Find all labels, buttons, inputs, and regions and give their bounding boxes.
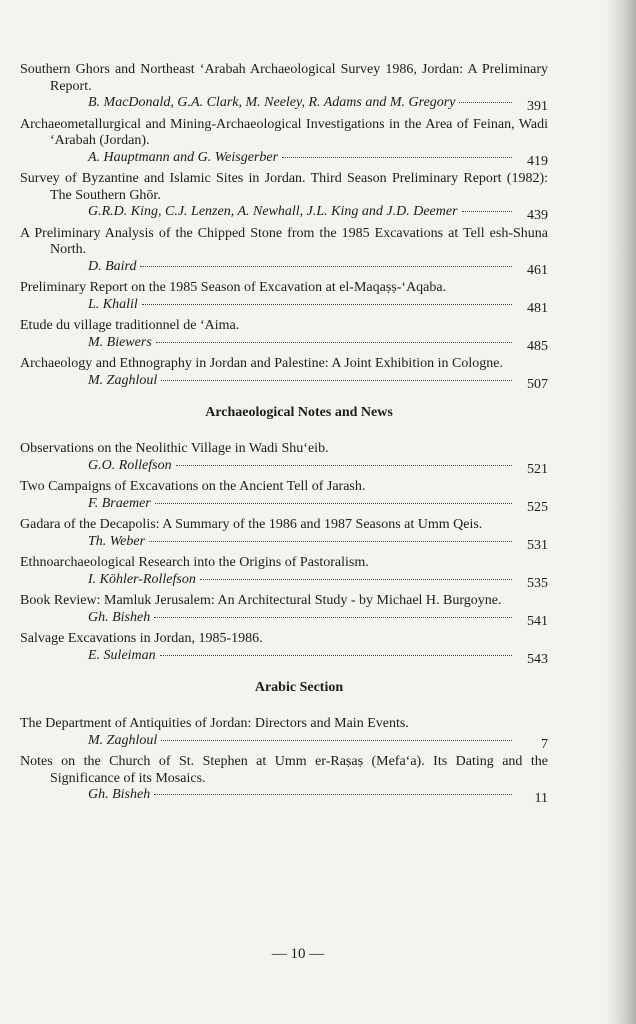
dot-leader — [282, 156, 512, 158]
entry-author-line — [20, 733, 548, 750]
dot-leader — [140, 265, 512, 267]
toc-entry — [20, 62, 548, 112]
entry-author-line — [20, 787, 548, 804]
dot-leader — [459, 101, 512, 103]
entry-page-number: 525 — [527, 499, 548, 515]
dot-leader — [154, 616, 512, 618]
entry-title: Two Campaigns of Excavations on the Ancient Tell of Jarash. — [20, 479, 366, 494]
section-heading: Archaeological Notes and News — [205, 405, 393, 420]
entry-page-number: 419 — [527, 153, 548, 169]
dot-leader — [462, 210, 512, 212]
entry-title: Etude du village traditionnel de ‘Aima. — [20, 318, 240, 333]
toc-entry — [20, 441, 548, 477]
toc-entry — [20, 716, 548, 752]
entry-title: Ethnoarchaeological Research into the Origins of Pastoralism. — [20, 555, 369, 570]
toc-entry — [20, 280, 548, 316]
entry-page-number: 507 — [527, 376, 548, 392]
entry-authors: B. MacDonald, G.A. Clark, M. Neeley, R. Adams and M. Gregory — [88, 95, 456, 110]
toc-entry — [20, 171, 548, 221]
entry-title: Preliminary Report on the 1985 Season of Excavation at el-Maqaṣṣ-‘Aqaba. — [20, 280, 447, 295]
entry-page-number: 391 — [527, 99, 548, 114]
entry-author-line — [20, 150, 548, 167]
entry-authors: M. Zaghloul — [88, 372, 158, 388]
entry-authors: Th. Weber — [88, 533, 146, 549]
entry-authors: D. Baird — [88, 258, 137, 274]
dot-leader — [149, 540, 512, 542]
entry-authors: G.R.D. King, C.J. Lenzen, A. Newhall, J.L. King and J.D. Deemer — [88, 204, 458, 219]
entry-page-number: 11 — [534, 791, 548, 806]
table-of-contents — [20, 62, 548, 809]
entry-page-number: 541 — [527, 613, 548, 629]
dot-leader — [160, 654, 512, 656]
entry-page-number: 481 — [527, 300, 548, 316]
entry-authors: I. Köhler-Rollefson — [88, 571, 196, 587]
dot-leader — [155, 502, 512, 504]
entry-page-number: 439 — [527, 208, 548, 223]
entry-title: Gadara of the Decapolis: A Summary of the 1986 and 1987 Seasons at Umm Qeis. — [20, 517, 483, 532]
toc-entry — [20, 117, 548, 167]
entry-title: Southern Ghors and Northeast ‘Arabah Archaeological Survey 1986, Jordan: A Preliminary Report. — [20, 62, 548, 94]
entry-title: Survey of Byzantine and Islamic Sites in Jordan. Third Season Preliminary Report (1982): The Southern Ghōr. — [20, 171, 548, 203]
entry-author-line — [20, 458, 548, 475]
entry-page-number: 485 — [527, 338, 548, 354]
toc-entry — [20, 593, 548, 629]
toc-entry — [20, 356, 548, 392]
entry-authors: Gh. Bisheh — [88, 609, 151, 625]
entry-author-line — [20, 373, 548, 390]
entry-author-line — [20, 534, 548, 551]
toc-entry — [20, 318, 548, 354]
entry-title: A Preliminary Analysis of the Chipped Stone from the 1985 Excavations at Tell esh-Shuna North. — [20, 225, 548, 257]
entry-authors: M. Biewers — [88, 334, 152, 350]
entry-author-line — [20, 496, 548, 513]
entry-title: Salvage Excavations in Jordan, 1985-1986. — [20, 631, 263, 646]
dot-leader — [142, 303, 512, 305]
entry-author-line — [20, 648, 548, 665]
entry-page-number: 461 — [527, 262, 548, 278]
entry-author-line — [20, 95, 548, 112]
entry-authors: E. Suleiman — [88, 647, 156, 663]
entry-authors: A. Hauptmann and G. Weisgerber — [88, 149, 279, 165]
dot-leader — [154, 793, 512, 795]
entry-author-line — [20, 335, 548, 352]
entry-author-line — [20, 610, 548, 627]
entry-title: Archaeometallurgical and Mining-Archaeological Investigations in the Area of Feinan, Wadi ‘Arabah (Jordan). — [20, 116, 548, 148]
dot-leader — [156, 341, 512, 343]
entry-title: Archaeology and Ethnography in Jordan and Palestine: A Joint Exhibition in Cologne. — [20, 356, 503, 371]
dot-leader — [161, 739, 512, 741]
entry-title: Book Review: Mamluk Jerusalem: An Architectural Study - by Michael H. Burgoyne. — [20, 593, 502, 608]
toc-entry — [20, 555, 548, 591]
toc-entry — [20, 517, 548, 553]
page-number-footer: — 10 — — [271, 946, 325, 962]
dot-leader — [161, 379, 512, 381]
toc-entry — [20, 754, 548, 804]
entry-author-line — [20, 259, 548, 276]
toc-entry — [20, 479, 548, 515]
toc-entry — [20, 631, 548, 667]
entry-title: Notes on the Church of St. Stephen at Umm er-Raṣaṣ (Mefa‘a). Its Dating and the Significance of its Mosaics. — [20, 754, 548, 786]
entry-author-line — [20, 204, 548, 221]
entry-authors: G.O. Rollefson — [88, 457, 172, 473]
entry-title: The Department of Antiquities of Jordan: Directors and Main Events. — [20, 716, 409, 731]
entry-authors: Gh. Bisheh — [88, 787, 151, 802]
entry-page-number: 7 — [541, 736, 548, 752]
toc-entry — [20, 226, 548, 276]
page-edge-shadow — [606, 0, 636, 1024]
entry-page-number: 531 — [527, 537, 548, 553]
entry-authors: M. Zaghloul — [88, 732, 158, 748]
entry-page-number: 535 — [527, 575, 548, 591]
dot-leader — [176, 464, 512, 466]
entry-author-line — [20, 572, 548, 589]
entry-page-number: 521 — [527, 461, 548, 477]
entry-title: Observations on the Neolithic Village in Wadi Shu‘eib. — [20, 441, 329, 456]
entry-authors: L. Khalil — [88, 296, 138, 312]
entry-authors: F. Braemer — [88, 495, 151, 511]
dot-leader — [200, 578, 512, 580]
entry-author-line — [20, 297, 548, 314]
section-heading: Arabic Section — [254, 680, 344, 695]
entry-page-number: 543 — [527, 651, 548, 667]
